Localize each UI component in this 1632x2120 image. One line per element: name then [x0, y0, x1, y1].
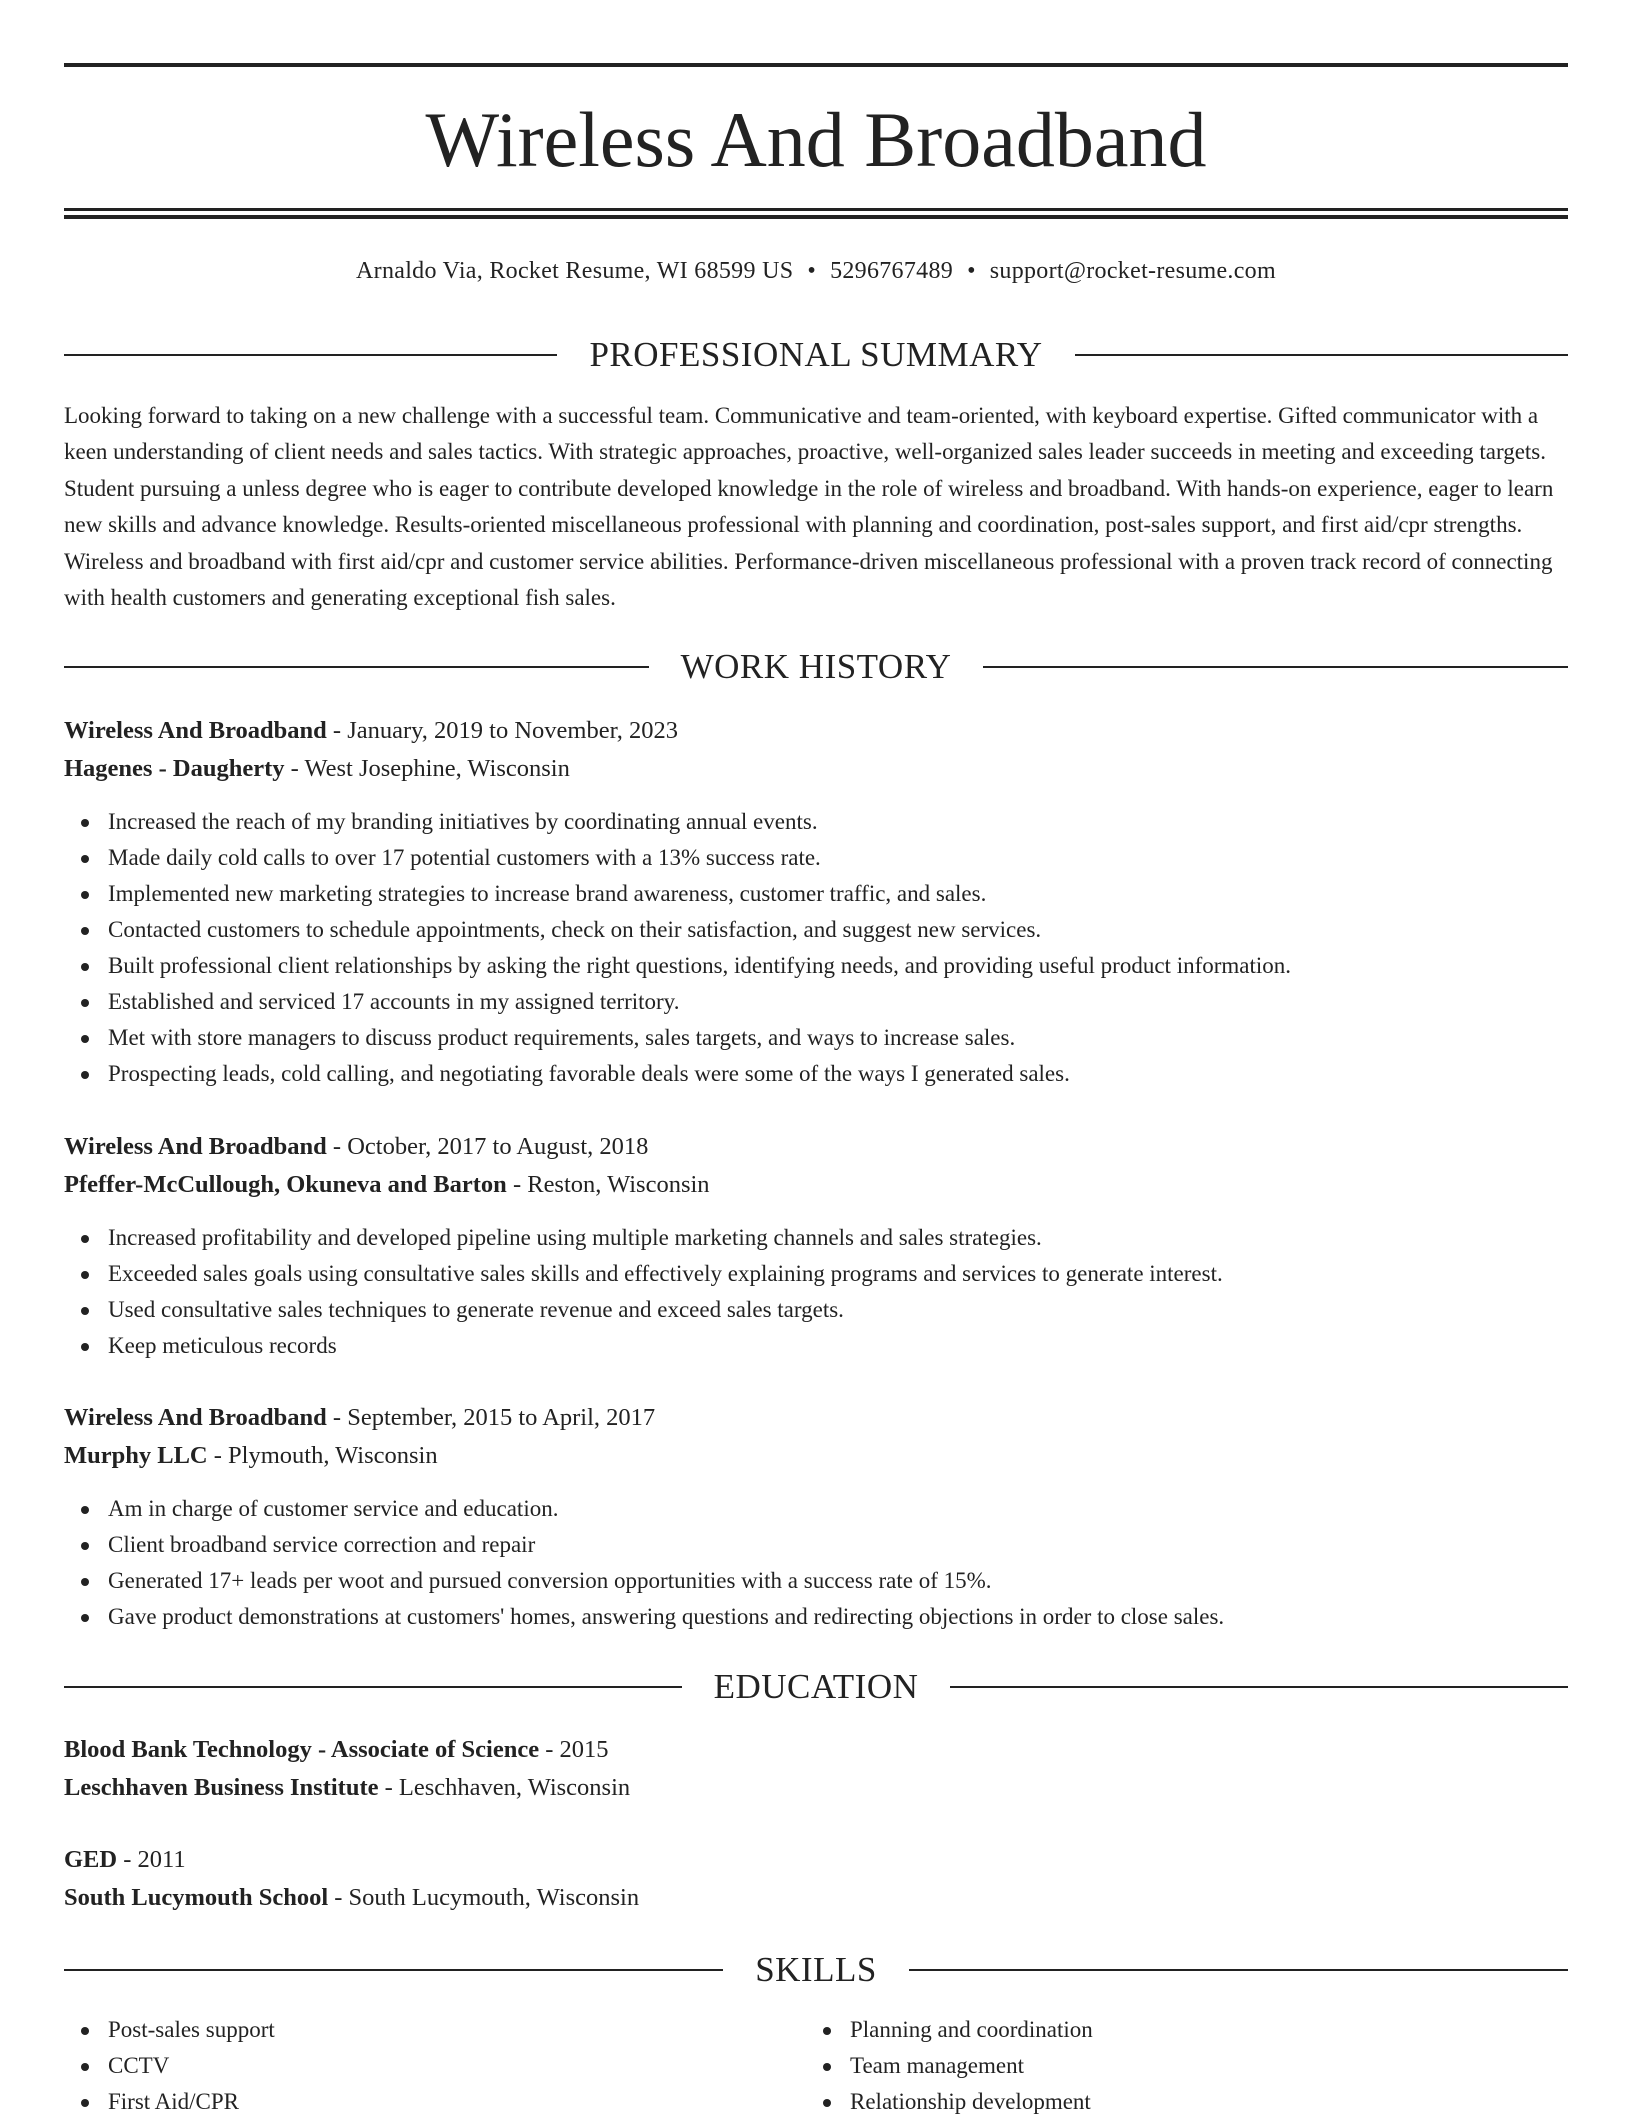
job-bullets: [64, 1220, 1568, 1364]
list-item: Prospecting leads, cold calling, and negotiating favorable deals were some of the ways I generated sales.: [64, 1056, 1568, 1092]
list-item: Am in charge of customer service and education.: [64, 1491, 1568, 1527]
job-company: Murphy LLC: [64, 1442, 208, 1469]
list-item: Used consultative sales techniques to generate revenue and exceed sales targets.: [64, 1292, 1568, 1328]
list-item: Increased profitability and developed pipeline using multiple marketing channels and sales strategies.: [64, 1220, 1568, 1256]
job-dates: - January, 2019 to November, 2023: [332, 717, 679, 744]
education-school: South Lucymouth School: [64, 1884, 329, 1911]
skills-column-right: [806, 2012, 1548, 2120]
list-item: Met with store managers to discuss product requirements, sales targets, and ways to increase sales.: [64, 1020, 1568, 1056]
section-rule: [64, 1686, 682, 1688]
job-dates: - September, 2015 to April, 2017: [332, 1404, 656, 1431]
education-degree-line: [64, 1841, 1568, 1879]
job-company: Pfeffer-McCullough, Okuneva and Barton: [64, 1171, 507, 1198]
job-title-line: [64, 1399, 1568, 1437]
section-title: SKILLS: [755, 1950, 877, 1989]
job-entry: [64, 1399, 1568, 1635]
skill-item: Planning and coordination: [806, 2012, 1548, 2048]
job-title-line: [64, 712, 1568, 750]
skill-item: Team management: [806, 2048, 1548, 2084]
list-item: Keep meticulous records: [64, 1328, 1568, 1364]
top-rule: [64, 63, 1568, 67]
education-entry: [64, 1841, 1568, 1917]
section-title: PROFESSIONAL SUMMARY: [589, 335, 1043, 374]
name-double-rule: [64, 208, 1568, 219]
skills-column-left: [64, 2012, 806, 2120]
education-entry: [64, 1731, 1568, 1807]
list-item: Generated 17+ leads per woot and pursued conversion opportunities with a success rate of 15%.: [64, 1563, 1568, 1599]
list-item: Client broadband service correction and repair: [64, 1527, 1568, 1563]
contact-line: [64, 254, 1568, 288]
education-year: - 2015: [545, 1736, 609, 1763]
section-rule: [983, 666, 1568, 668]
education-school: Leschhaven Business Institute: [64, 1774, 379, 1801]
section-title: EDUCATION: [713, 1667, 919, 1706]
section-header-skills: [64, 1948, 1568, 1992]
education-year: - 2011: [123, 1846, 186, 1873]
section-header-education: [64, 1665, 1568, 1709]
job-location: - Reston, Wisconsin: [512, 1171, 710, 1198]
section-rule: [64, 1969, 723, 1971]
skills-grid: [64, 2012, 1568, 2120]
list-item: Implemented new marketing strategies to increase brand awareness, customer traffic, and sales.: [64, 876, 1568, 912]
job-entry: [64, 712, 1568, 1092]
candidate-name: Wireless And Broadband: [425, 96, 1207, 183]
job-location: - West Josephine, Wisconsin: [290, 755, 570, 782]
job-dates: - October, 2017 to August, 2018: [332, 1133, 649, 1160]
job-bullets: [64, 804, 1568, 1092]
education-degree-line: [64, 1731, 1568, 1769]
list-item: Gave product demonstrations at customers' homes, answering questions and redirecting objections in order to close sales.: [64, 1599, 1568, 1635]
skill-item: First Aid/CPR: [64, 2084, 806, 2120]
education-location: - Leschhaven, Wisconsin: [384, 1774, 631, 1801]
section-rule: [909, 1969, 1568, 1971]
section-title: WORK HISTORY: [680, 647, 952, 686]
skills-list: [64, 2012, 806, 2120]
job-title: Wireless And Broadband: [64, 1404, 327, 1431]
skill-item: Relationship development: [806, 2084, 1548, 2120]
skills-list: [806, 2012, 1548, 2120]
contact-phone: 5296767489: [830, 258, 954, 284]
education-school-line: [64, 1769, 1568, 1807]
education-degree: GED: [64, 1846, 118, 1873]
education-location: - South Lucymouth, Wisconsin: [334, 1884, 640, 1911]
section-rule: [950, 1686, 1568, 1688]
section-rule: [64, 666, 649, 668]
job-company-line: [64, 1437, 1568, 1475]
list-item: Increased the reach of my branding initiatives by coordinating annual events.: [64, 804, 1568, 840]
education-degree: Blood Bank Technology - Associate of Science: [64, 1736, 540, 1763]
education-school-line: [64, 1879, 1568, 1917]
list-item: Established and serviced 17 accounts in my assigned territory.: [64, 984, 1568, 1020]
job-title: Wireless And Broadband: [64, 1133, 327, 1160]
skill-item: Post-sales support: [64, 2012, 806, 2048]
job-entry: [64, 1128, 1568, 1364]
job-company-line: [64, 750, 1568, 788]
list-item: Built professional client relationships by asking the right questions, identifying needs, and providing useful product information.: [64, 948, 1568, 984]
section-rule: [1075, 354, 1568, 356]
job-company: Hagenes - Daugherty: [64, 755, 285, 782]
list-item: Made daily cold calls to over 17 potential customers with a 13% success rate.: [64, 840, 1568, 876]
professional-summary: Looking forward to taking on a new challenge with a successful team. Communicative and team-oriented, with keyboard expertise. Gifted communicator with a keen understanding of client needs and sales tactics. With strategic approaches, proactive, well-organized sales leader succeeds in meeting and exceeding targets. Student pursuing a unless degree who is eager to contribute developed knowledge in the role of wireless and broadband. With hands-on experience, eager to learn new skills and advance knowledge. Results-oriented miscellaneous professional with planning and coordination, post-sales support, and first aid/cpr strengths. Wireless and broadband with first aid/cpr and customer service abilities. Performance-driven miscellaneous professional with a proven track record of connecting with health customers and generating exceptional fish sales.: [64, 403, 1554, 611]
list-item: Contacted customers to schedule appointments, check on their satisfaction, and suggest new services.: [64, 912, 1568, 948]
contact-separator: •: [967, 258, 976, 284]
job-title: Wireless And Broadband: [64, 717, 327, 744]
section-rule: [64, 354, 557, 356]
section-header-summary: [64, 333, 1568, 377]
job-company-line: [64, 1166, 1568, 1204]
skill-item: CCTV: [64, 2048, 806, 2084]
contact-email: support@rocket-resume.com: [989, 258, 1276, 284]
contact-separator: •: [807, 258, 817, 284]
job-title-line: [64, 1128, 1568, 1166]
list-item: Exceeded sales goals using consultative sales skills and effectively explaining programs and services to generate interest.: [64, 1256, 1568, 1292]
contact-address: Arnaldo Via, Rocket Resume, WI 68599 US: [356, 258, 794, 284]
job-bullets: [64, 1491, 1568, 1635]
job-location: - Plymouth, Wisconsin: [213, 1442, 438, 1469]
section-header-work-history: [64, 645, 1568, 689]
